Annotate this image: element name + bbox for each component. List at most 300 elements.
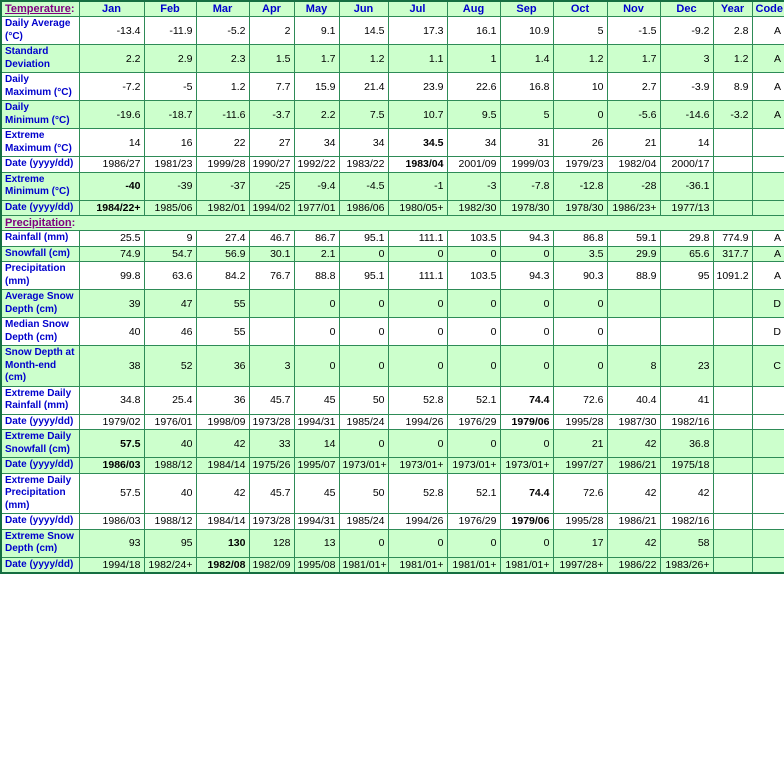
data-cell: 46.7	[249, 231, 294, 247]
data-cell: -5.6	[607, 101, 660, 129]
data-cell: 72.6	[553, 386, 607, 414]
data-cell: 1981/01+	[388, 557, 447, 573]
table-row	[1, 458, 784, 474]
data-cell: 10.9	[500, 17, 553, 45]
data-cell: 94.3	[500, 231, 553, 247]
data-cell: 1979/23	[553, 157, 607, 173]
precipitation-section-link-colon: :	[71, 217, 76, 229]
table-row	[1, 262, 784, 290]
data-cell: 1973/01+	[500, 458, 553, 474]
data-cell: 29.8	[660, 231, 713, 247]
data-cell: 3	[660, 45, 713, 73]
data-cell: A	[752, 231, 784, 247]
data-cell	[713, 414, 752, 430]
data-cell: 1998/09	[196, 414, 249, 430]
data-cell: 94.3	[500, 262, 553, 290]
data-cell: 1981/01+	[447, 557, 500, 573]
data-cell: 1976/29	[447, 514, 500, 530]
data-cell: 1979/06	[500, 514, 553, 530]
data-cell: 52.1	[447, 473, 500, 514]
data-cell: 1983/26+	[660, 557, 713, 573]
data-cell: 36	[196, 386, 249, 414]
data-cell	[713, 157, 752, 173]
data-cell: -1.5	[607, 17, 660, 45]
precipitation-section-row	[1, 216, 784, 231]
data-cell: 40	[79, 318, 144, 346]
data-cell: 2.3	[196, 45, 249, 73]
data-cell: 0	[500, 290, 553, 318]
data-cell: 52.1	[447, 386, 500, 414]
data-cell: 1994/18	[79, 557, 144, 573]
data-cell: 56.9	[196, 246, 249, 262]
data-cell: 30.1	[249, 246, 294, 262]
data-cell: 63.6	[144, 262, 196, 290]
data-cell: -3.2	[713, 101, 752, 129]
data-cell: 34.5	[388, 129, 447, 157]
data-cell: 2.1	[294, 246, 339, 262]
data-cell: 1091.2	[713, 262, 752, 290]
data-cell: 16.8	[500, 73, 553, 101]
data-cell: 0	[447, 430, 500, 458]
data-cell: -11.6	[196, 101, 249, 129]
data-cell	[752, 414, 784, 430]
data-cell: 23	[660, 346, 713, 387]
data-cell: 1.7	[294, 45, 339, 73]
data-cell	[752, 386, 784, 414]
data-cell: 1981/23	[144, 157, 196, 173]
data-cell: 0	[500, 430, 553, 458]
column-header-mar: Mar	[196, 1, 249, 17]
data-cell: 1995/08	[294, 557, 339, 573]
data-cell: 15.9	[294, 73, 339, 101]
row-label: Average Snow Depth (cm)	[1, 290, 79, 318]
data-cell: 8	[607, 346, 660, 387]
data-cell: 1979/02	[79, 414, 144, 430]
data-cell: 1997/28+	[553, 557, 607, 573]
data-cell: 0	[553, 290, 607, 318]
data-cell: 14	[294, 430, 339, 458]
data-cell: 93	[79, 529, 144, 557]
data-cell: -7.2	[79, 73, 144, 101]
table-row	[1, 529, 784, 557]
data-cell: 27	[249, 129, 294, 157]
data-cell: 13	[294, 529, 339, 557]
data-cell: 1982/24+	[144, 557, 196, 573]
data-cell: 0	[339, 430, 388, 458]
data-cell: -37	[196, 172, 249, 200]
row-label: Extreme Daily Snowfall (cm)	[1, 430, 79, 458]
data-cell: 1.2	[339, 45, 388, 73]
data-cell: 40	[144, 430, 196, 458]
column-header-may: May	[294, 1, 339, 17]
data-cell: 1982/09	[249, 557, 294, 573]
data-cell: -39	[144, 172, 196, 200]
data-cell: 95	[660, 262, 713, 290]
row-label: Extreme Maximum (°C)	[1, 129, 79, 157]
data-cell: 3	[249, 346, 294, 387]
data-cell: 99.8	[79, 262, 144, 290]
data-cell: 31	[500, 129, 553, 157]
data-cell: 84.2	[196, 262, 249, 290]
data-cell: 1982/16	[660, 414, 713, 430]
data-cell: -3.9	[660, 73, 713, 101]
data-cell: 36.8	[660, 430, 713, 458]
data-cell: D	[752, 318, 784, 346]
precipitation-section-link[interactable]	[1, 216, 784, 231]
data-cell: 34.8	[79, 386, 144, 414]
data-cell: -9.2	[660, 17, 713, 45]
data-cell: 1973/28	[249, 514, 294, 530]
data-cell: 774.9	[713, 231, 752, 247]
row-label: Date (yyyy/dd)	[1, 458, 79, 474]
data-cell: A	[752, 17, 784, 45]
row-label: Date (yyyy/dd)	[1, 200, 79, 216]
data-cell: 74.9	[79, 246, 144, 262]
data-cell: 90.3	[553, 262, 607, 290]
data-cell: 1986/03	[79, 514, 144, 530]
data-cell: 14	[660, 129, 713, 157]
data-cell: 39	[79, 290, 144, 318]
data-cell: 55	[196, 318, 249, 346]
data-cell: 50	[339, 473, 388, 514]
data-cell: 14	[79, 129, 144, 157]
data-cell: 10.7	[388, 101, 447, 129]
data-cell: 47	[144, 290, 196, 318]
data-cell: 1985/24	[339, 514, 388, 530]
data-cell: 7.7	[249, 73, 294, 101]
data-cell: 46	[144, 318, 196, 346]
data-cell: 2.2	[79, 45, 144, 73]
column-header-year: Year	[713, 1, 752, 17]
row-label: Extreme Snow Depth (cm)	[1, 529, 79, 557]
data-cell: 76.7	[249, 262, 294, 290]
data-cell: 42	[607, 529, 660, 557]
data-cell: 1982/16	[660, 514, 713, 530]
data-cell: -18.7	[144, 101, 196, 129]
data-cell: 1977/13	[660, 200, 713, 216]
data-cell: -11.9	[144, 17, 196, 45]
data-cell: 3.5	[553, 246, 607, 262]
row-label: Rainfall (mm)	[1, 231, 79, 247]
table-row	[1, 557, 784, 573]
table-row	[1, 45, 784, 73]
data-cell: 1988/12	[144, 514, 196, 530]
data-cell: 1999/03	[500, 157, 553, 173]
data-cell: 0	[500, 318, 553, 346]
column-header-code: Code	[752, 1, 784, 17]
data-cell: 1983/04	[388, 157, 447, 173]
data-cell	[752, 473, 784, 514]
data-cell	[713, 430, 752, 458]
table-row	[1, 200, 784, 216]
table-row	[1, 473, 784, 514]
data-cell: 5	[553, 17, 607, 45]
data-cell	[752, 514, 784, 530]
data-cell	[713, 529, 752, 557]
data-cell: 0	[388, 246, 447, 262]
data-cell	[713, 129, 752, 157]
data-cell: 25.5	[79, 231, 144, 247]
data-cell: 9.1	[294, 17, 339, 45]
data-cell: 95.1	[339, 231, 388, 247]
row-label: Date (yyyy/dd)	[1, 414, 79, 430]
table-row	[1, 514, 784, 530]
data-cell: 103.5	[447, 262, 500, 290]
row-label: Snow Depth at Month-end (cm)	[1, 346, 79, 387]
row-label: Date (yyyy/dd)	[1, 514, 79, 530]
data-cell: -28	[607, 172, 660, 200]
data-cell: 2000/17	[660, 157, 713, 173]
data-cell: 22.6	[447, 73, 500, 101]
data-cell: 1984/14	[196, 514, 249, 530]
data-cell	[713, 458, 752, 474]
data-cell: 1999/28	[196, 157, 249, 173]
data-cell: 42	[607, 430, 660, 458]
column-header-nov: Nov	[607, 1, 660, 17]
data-cell	[713, 172, 752, 200]
data-cell: 1986/27	[79, 157, 144, 173]
data-cell: 9.5	[447, 101, 500, 129]
data-cell: -36.1	[660, 172, 713, 200]
data-cell: 1987/30	[607, 414, 660, 430]
table-row	[1, 386, 784, 414]
data-cell	[752, 529, 784, 557]
data-cell: 1988/12	[144, 458, 196, 474]
data-cell: 0	[388, 290, 447, 318]
data-cell: 1994/02	[249, 200, 294, 216]
data-cell	[752, 129, 784, 157]
data-cell: -1	[388, 172, 447, 200]
data-cell: 1986/06	[339, 200, 388, 216]
data-cell: 1986/21	[607, 514, 660, 530]
data-cell: 1.2	[713, 45, 752, 73]
data-cell: 1976/01	[144, 414, 196, 430]
row-label: Standard Deviation	[1, 45, 79, 73]
data-cell: 7.5	[339, 101, 388, 129]
data-cell: 57.5	[79, 473, 144, 514]
data-cell: 42	[607, 473, 660, 514]
data-cell: 59.1	[607, 231, 660, 247]
data-cell: 34	[294, 129, 339, 157]
data-cell: -3.7	[249, 101, 294, 129]
data-cell: 1982/04	[607, 157, 660, 173]
data-cell: 74.4	[500, 473, 553, 514]
data-cell: 45	[294, 386, 339, 414]
data-cell: 1983/22	[339, 157, 388, 173]
table-row	[1, 414, 784, 430]
data-cell	[660, 290, 713, 318]
data-cell	[752, 200, 784, 216]
data-cell: 1980/05+	[388, 200, 447, 216]
data-cell: 9	[144, 231, 196, 247]
data-cell: 88.8	[294, 262, 339, 290]
data-cell: 1986/22	[607, 557, 660, 573]
data-cell: 128	[249, 529, 294, 557]
table-row	[1, 129, 784, 157]
row-label: Date (yyyy/dd)	[1, 557, 79, 573]
data-cell	[713, 386, 752, 414]
data-cell: 1981/01+	[339, 557, 388, 573]
data-cell: 111.1	[388, 262, 447, 290]
data-cell: 1973/01+	[339, 458, 388, 474]
row-label: Median Snow Depth (cm)	[1, 318, 79, 346]
data-cell: 0	[339, 529, 388, 557]
data-cell: 38	[79, 346, 144, 387]
data-cell: 2.9	[144, 45, 196, 73]
row-label: Extreme Daily Rainfall (mm)	[1, 386, 79, 414]
data-cell: 1978/30	[553, 200, 607, 216]
data-cell	[752, 157, 784, 173]
data-cell: 0	[500, 529, 553, 557]
data-cell: 1985/24	[339, 414, 388, 430]
temperature-section-link-link-text[interactable]: Temperature	[5, 3, 71, 15]
data-cell: 21	[553, 430, 607, 458]
data-cell: 50	[339, 386, 388, 414]
data-cell: A	[752, 246, 784, 262]
data-cell: 2.2	[294, 101, 339, 129]
data-cell: 1.4	[500, 45, 553, 73]
data-cell: 10	[553, 73, 607, 101]
data-cell: 65.6	[660, 246, 713, 262]
data-cell: 1995/07	[294, 458, 339, 474]
data-cell: 1995/28	[553, 414, 607, 430]
data-cell: 0	[388, 346, 447, 387]
data-cell: 74.4	[500, 386, 553, 414]
data-cell: 42	[196, 473, 249, 514]
data-cell: 1985/06	[144, 200, 196, 216]
data-cell	[713, 318, 752, 346]
row-label: Extreme Minimum (°C)	[1, 172, 79, 200]
table-row	[1, 73, 784, 101]
data-cell: 0	[447, 318, 500, 346]
data-cell: 27.4	[196, 231, 249, 247]
data-cell: 0	[500, 246, 553, 262]
data-cell: 95	[144, 529, 196, 557]
data-cell: 17.3	[388, 17, 447, 45]
data-cell: 57.5	[79, 430, 144, 458]
data-cell: -9.4	[294, 172, 339, 200]
data-cell	[607, 318, 660, 346]
data-cell: -5.2	[196, 17, 249, 45]
data-cell: 0	[339, 318, 388, 346]
data-cell: -3	[447, 172, 500, 200]
table-row	[1, 246, 784, 262]
data-cell	[752, 172, 784, 200]
data-cell: 55	[196, 290, 249, 318]
data-cell	[752, 557, 784, 573]
data-cell	[713, 290, 752, 318]
data-cell: 1995/28	[553, 514, 607, 530]
data-cell: 0	[388, 430, 447, 458]
data-cell: 42	[196, 430, 249, 458]
data-cell: 25.4	[144, 386, 196, 414]
precipitation-section-link-link-text[interactable]: Precipitation	[5, 217, 72, 229]
table-row	[1, 430, 784, 458]
data-cell: 1982/08	[196, 557, 249, 573]
data-cell: 36	[196, 346, 249, 387]
data-cell: 1984/22+	[79, 200, 144, 216]
row-label: Daily Maximum (°C)	[1, 73, 79, 101]
data-cell: 0	[447, 346, 500, 387]
data-cell: 23.9	[388, 73, 447, 101]
data-cell: A	[752, 262, 784, 290]
data-cell: 0	[294, 318, 339, 346]
table-row	[1, 231, 784, 247]
data-cell: 0	[447, 246, 500, 262]
data-cell: 1973/01+	[388, 458, 447, 474]
data-cell: 1	[447, 45, 500, 73]
column-header-oct: Oct	[553, 1, 607, 17]
data-cell: 1982/01	[196, 200, 249, 216]
data-cell: 1994/26	[388, 414, 447, 430]
data-cell: 0	[294, 290, 339, 318]
data-cell: 317.7	[713, 246, 752, 262]
data-cell: 0	[500, 346, 553, 387]
column-header-feb: Feb	[144, 1, 196, 17]
data-cell: 111.1	[388, 231, 447, 247]
row-label: Precipitation (mm)	[1, 262, 79, 290]
data-cell: 1973/01+	[447, 458, 500, 474]
data-cell: 2001/09	[447, 157, 500, 173]
data-cell: 72.6	[553, 473, 607, 514]
data-cell: -25	[249, 172, 294, 200]
data-cell: 86.7	[294, 231, 339, 247]
data-cell: 1986/23+	[607, 200, 660, 216]
data-cell: 1990/27	[249, 157, 294, 173]
data-cell: 41	[660, 386, 713, 414]
data-cell: 2.7	[607, 73, 660, 101]
table-row	[1, 290, 784, 318]
data-cell: 88.9	[607, 262, 660, 290]
data-cell: 1.1	[388, 45, 447, 73]
data-cell: -12.8	[553, 172, 607, 200]
data-cell: 0	[447, 290, 500, 318]
data-cell: 17	[553, 529, 607, 557]
data-cell: -19.6	[79, 101, 144, 129]
column-header-jan: Jan	[79, 1, 144, 17]
data-cell: 1975/18	[660, 458, 713, 474]
data-cell: 45.7	[249, 473, 294, 514]
row-label: Snowfall (cm)	[1, 246, 79, 262]
data-cell: 95.1	[339, 262, 388, 290]
data-cell: C	[752, 346, 784, 387]
data-cell: 16.1	[447, 17, 500, 45]
data-cell: 1992/22	[294, 157, 339, 173]
header-row	[1, 1, 784, 17]
data-cell: A	[752, 45, 784, 73]
data-cell: 34	[339, 129, 388, 157]
data-cell: 1997/27	[553, 458, 607, 474]
data-cell: 34	[447, 129, 500, 157]
data-cell	[660, 318, 713, 346]
data-cell: -7.8	[500, 172, 553, 200]
data-cell: 103.5	[447, 231, 500, 247]
temperature-section-link[interactable]	[1, 1, 79, 17]
data-cell: 0	[339, 290, 388, 318]
data-cell: 0	[388, 529, 447, 557]
data-cell: 33	[249, 430, 294, 458]
data-cell	[713, 346, 752, 387]
data-cell	[249, 290, 294, 318]
column-header-jul: Jul	[388, 1, 447, 17]
data-cell: 130	[196, 529, 249, 557]
data-cell: 1982/30	[447, 200, 500, 216]
data-cell: 1986/21	[607, 458, 660, 474]
table-row	[1, 172, 784, 200]
data-cell: 5	[500, 101, 553, 129]
data-cell: 0	[553, 101, 607, 129]
data-cell	[249, 318, 294, 346]
